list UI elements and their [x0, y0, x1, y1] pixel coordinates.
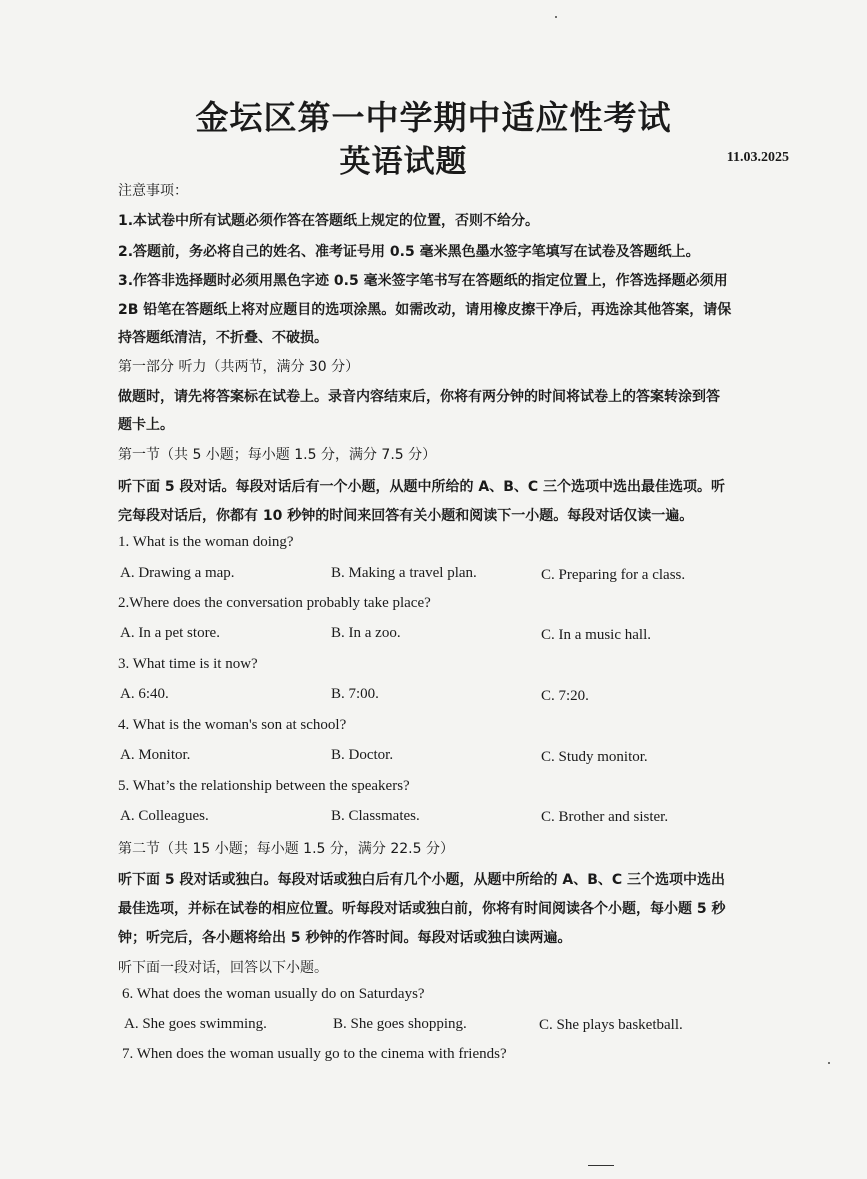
option-a: A. Colleagues. — [120, 808, 209, 824]
page-footer-mark — [588, 1165, 614, 1166]
option-a: A. She goes swimming. — [124, 1016, 267, 1032]
notice-item: 3.作答非选择题时必须用黑色字迹 0.5 毫米签字笔书写在答题纸的指定位置上，作答选择题必须用 — [118, 273, 728, 289]
notice-item: 持答题纸清洁，不折叠、不破损。 — [118, 330, 328, 346]
option-b: B. 7:00. — [331, 686, 379, 702]
option-c: C. Study monitor. — [541, 749, 648, 765]
option-c: C. Brother and sister. — [541, 809, 669, 825]
notice-heading: 注意事项： — [118, 183, 188, 199]
exam-title: 金坛区第一中学期中适应性考试 — [195, 98, 672, 137]
scan-speck — [555, 16, 557, 18]
option-a: A. 6:40. — [120, 686, 169, 702]
option-c: C. In a music hall. — [541, 627, 651, 643]
option-c: C. She plays basketball. — [539, 1017, 683, 1033]
option-b: B. Doctor. — [331, 747, 394, 763]
question-5: 5. What’s the relationship between the speakers? — [118, 778, 410, 794]
option-c: C. Preparing for a class. — [541, 567, 686, 583]
question-3: 3. What time is it now? — [118, 656, 258, 672]
option-b: B. She goes shopping. — [333, 1016, 467, 1032]
notice-item: 2B 铅笔在答题纸上将对应题目的选项涂黑。如需改动，请用橡皮擦干净后，再选涂其他答案，请保 — [118, 302, 732, 318]
section2-intro: 钟；听完后，各小题将给出 5 秒钟的作答时间。每段对话或独白读两遍。 — [118, 930, 572, 946]
exam-date: 11.03.2025 — [726, 150, 789, 165]
section1-intro: 听下面 5 段对话。每段对话后有一个小题，从题中所给的 A、B、C 三个选项中选出最佳选项。听 — [118, 479, 726, 495]
option-a: A. Drawing a map. — [120, 565, 235, 581]
part1-intro: 题卡上。 — [118, 417, 174, 433]
option-b: B. In a zoo. — [331, 625, 401, 641]
section2-intro: 听下面 5 段对话或独白。每段对话或独白后有几个小题，从题中所给的 A、B、C 三个选项中选出 — [118, 872, 726, 888]
dialogue-intro: 听下面一段对话，回答以下小题。 — [118, 960, 328, 976]
question-4: 4. What is the woman's son at school? — [118, 717, 347, 733]
part1-heading: 第一部分 听力（共两节，满分 30 分） — [118, 359, 360, 375]
exam-subtitle: 英语试题 — [339, 144, 468, 180]
option-a: A. In a pet store. — [120, 625, 220, 641]
question-6: 6. What does the woman usually do on Saturdays? — [122, 986, 425, 1002]
section1-heading: 第一节（共 5 小题；每小题 1.5 分，满分 7.5 分） — [118, 447, 437, 463]
question-2: 2.Where does the conversation probably take place? — [118, 595, 431, 611]
section1-intro: 完每段对话后，你都有 10 秒钟的时间来回答有关小题和阅读下一小题。每段对话仅读一遍。 — [118, 508, 694, 524]
scan-speck — [828, 1062, 830, 1064]
question-7: 7. When does the woman usually go to the cinema with friends? — [122, 1046, 507, 1062]
option-a: A. Monitor. — [120, 747, 191, 763]
option-b: B. Making a travel plan. — [331, 565, 477, 581]
option-c: C. 7:20. — [541, 688, 589, 704]
section2-heading: 第二节（共 15 小题；每小题 1.5 分，满分 22.5 分） — [118, 841, 454, 857]
section2-intro: 最佳选项，并标在试卷的相应位置。听每段对话或独白前，你将有时间阅读各个小题，每小题 5 秒 — [118, 901, 726, 917]
part1-intro: 做题时，请先将答案标在试卷上。录音内容结束后，你将有两分钟的时间将试卷上的答案转涂到答 — [118, 389, 720, 405]
notice-item: 1.本试卷中所有试题必须作答在答题纸上规定的位置，否则不给分。 — [118, 213, 540, 229]
notice-item: 2.答题前，务必将自己的姓名、准考证号用 0.5 毫米黑色墨水签字笔填写在试卷及答题纸上。 — [118, 244, 700, 260]
question-1: 1. What is the woman doing? — [118, 534, 294, 550]
option-b: B. Classmates. — [331, 808, 420, 824]
